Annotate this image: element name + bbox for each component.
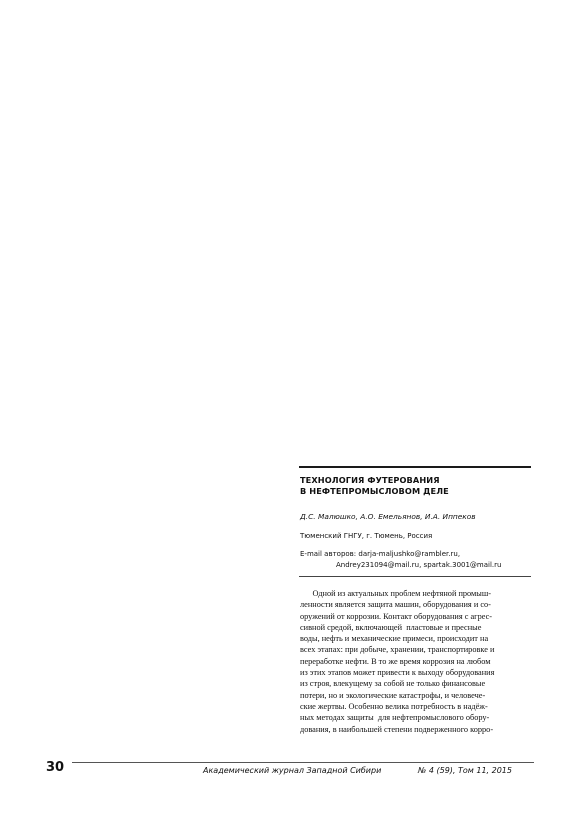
body-line: дования, в наибольшей степени подверженного корро-: [300, 724, 494, 734]
issue-info: № 4 (59), Том 11, 2015: [418, 766, 512, 775]
body-line: переработке нефти. В то же время коррозия на любом: [300, 656, 491, 666]
body-line: ленности является защита машин, оборудования и со-: [300, 600, 491, 610]
title-top-rule: [299, 466, 531, 468]
article-authors: Д.С. Малюшко, А.О. Емельянов, И.А. Иппеков: [300, 512, 476, 521]
author-emails-line-2: Andrey231094@mail.ru, spartak.3001@mail.ru: [336, 561, 502, 569]
body-line: из строя, влекущему за собой не только финансовые: [300, 679, 486, 689]
journal-name: Академический журнал Западной Сибири: [203, 766, 382, 775]
body-line: ных методах защиты для нефтепромыслового обору-: [300, 713, 490, 723]
footer-rule: [72, 762, 534, 763]
header-bottom-rule: [299, 576, 531, 577]
body-line: Одной из актуальных проблем нефтяной промыш-: [300, 589, 492, 598]
body-line: сивной средой, включающей пластовые и пресные: [300, 622, 482, 632]
article-title-line-1: ТЕХНОЛОГИЯ ФУТЕРОВАНИЯ: [300, 475, 440, 485]
author-emails-line-1: E-mail авторов: darja-maljushko@rambler.ru,: [300, 550, 461, 558]
page-number: 30: [46, 760, 65, 775]
body-line: всех этапах: при добыче, хранении, транспортировке и: [300, 645, 495, 655]
article-body: [300, 588, 532, 735]
body-line: из этих этапов может привести к выходу оборудования: [300, 668, 495, 678]
body-line: воды, нефть и механические примеси, происходит на: [300, 634, 489, 644]
body-line: потери, но и экологические катастрофы, и человече-: [300, 690, 486, 700]
article-affiliation: Тюменский ГНГУ, г. Тюмень, Россия: [300, 532, 433, 540]
article-title: [300, 475, 532, 497]
article-title-line-2: В НЕФТЕПРОМЫСЛОВОМ ДЕЛЕ: [300, 486, 449, 496]
body-line: ские жертвы. Особенно велика потребность в надёж-: [300, 701, 488, 711]
body-line: оружений от коррозии. Контакт оборудования с агрес-: [300, 611, 493, 621]
